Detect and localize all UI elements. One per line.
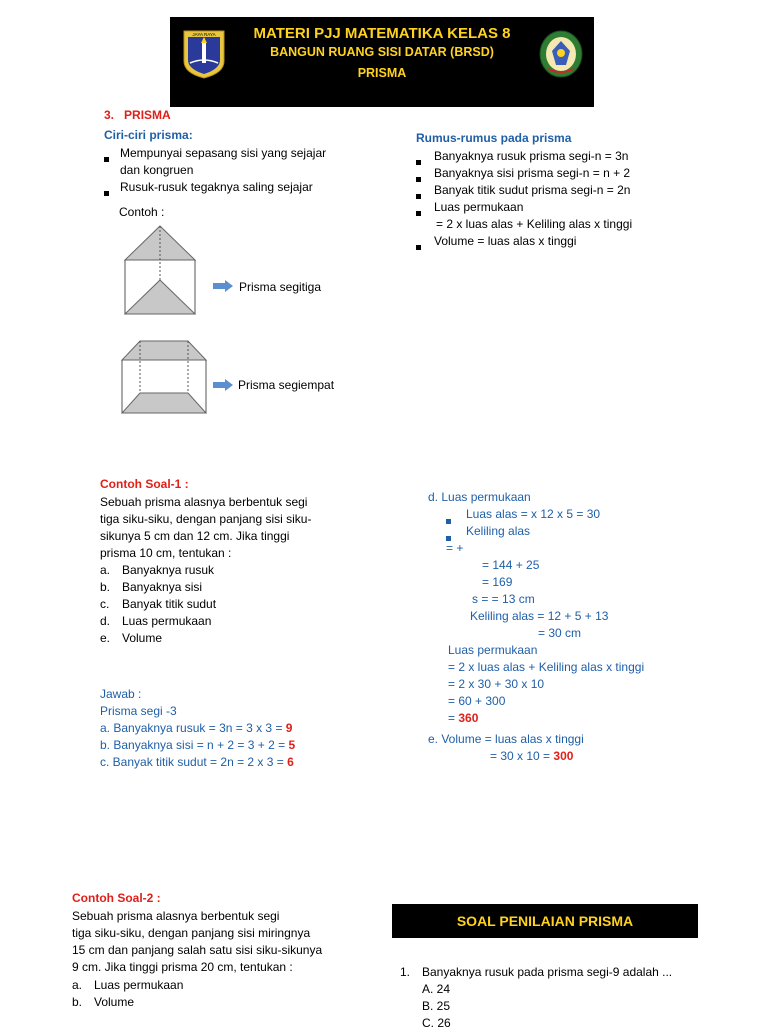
- list-item: a. Banyaknya rusuk: [100, 563, 215, 577]
- list-item: Volume = luas alas x tinggi: [416, 233, 716, 250]
- list-item: c. Banyak titik sudut: [100, 597, 217, 611]
- jawab-heading: Jawab :: [100, 687, 142, 701]
- list-item: b. Volume: [72, 995, 135, 1009]
- page-subtitle: BANGUN RUANG SISI DATAR (BRSD): [270, 45, 494, 59]
- list-item: e. Volume: [100, 631, 163, 645]
- page-title: MATERI PJJ MATEMATIKA KELAS 8: [253, 25, 511, 42]
- ciri-list: [104, 145, 364, 196]
- arrow-right-icon: [213, 379, 233, 394]
- question-1: 1. Banyaknya rusuk pada prisma segi-9 adalah ... A. 24 B. 25 C. 26: [400, 964, 740, 1032]
- rectangular-prism-figure: [118, 338, 210, 421]
- svg-text:JAYA RAYA: JAYA RAYA: [192, 32, 216, 37]
- header-banner: [170, 17, 594, 107]
- rumus-heading: Rumus-rumus pada prisma: [416, 131, 572, 145]
- soal2-text: Sebuah prisma alasnya berbentuk segi tiga siku-siku, dengan panjang sisi miringnya 15 cm dan panjang salah satu sisi siku-sikunya 9 cm. Jika tinggi prisma 20 cm, tentukan :: [72, 909, 323, 974]
- label-prisma-segiempat: Prisma segiempat: [238, 378, 335, 392]
- list-item: Banyak titik sudut prisma segi-n = 2n: [416, 182, 716, 199]
- list-item: Mempunyai sepasang sisi yang sejajar dan kongruen: [104, 145, 364, 179]
- jawab-block: Jawab : Prisma segi -3 a. Banyaknya rusuk = 3n = 3 x 3 = 9 b. Banyaknya sisi = n + 2 = 3 + 2 = 5 c. Banyak titik sudut = 2n = 2 x 3 = 6: [100, 686, 360, 771]
- list-item: b. Banyaknya sisi: [100, 580, 203, 594]
- option-b: B. 25: [422, 999, 451, 1013]
- soal1-text: Sebuah prisma alasnya berbentuk segi tiga siku-siku, dengan panjang sisi siku- sikunya 5 cm dan 12 cm. Jika tinggi prisma 10 cm, tentukan :: [100, 495, 312, 560]
- soal1-heading: Contoh Soal-1 :: [100, 477, 189, 491]
- soal1-options: [100, 562, 350, 647]
- school-logo-icon: [538, 29, 582, 79]
- list-item: d. Luas permukaan: [100, 614, 212, 628]
- soal-penilaian-banner: SOAL PENILAIAN PRISMA: [392, 904, 698, 938]
- arrow-right-icon: [213, 280, 233, 295]
- list-item: Banyaknya rusuk prisma segi-n = 3n: [416, 148, 716, 165]
- contoh-label: Contoh :: [119, 205, 165, 219]
- option-a: A. 24: [422, 982, 451, 996]
- option-c: C. 26: [422, 1016, 451, 1030]
- triangular-prism-figure: [120, 222, 200, 323]
- section-title: 3. PRISMA: [104, 108, 171, 122]
- rumus-list: [416, 148, 716, 250]
- list-item: a. Luas permukaan: [72, 978, 184, 992]
- solution-e: e. Volume = luas alas x tinggi = 30 x 10 = 300: [428, 732, 584, 763]
- list-item: Rusuk-rusuk tegaknya saling sejajar: [104, 179, 364, 196]
- soal2-options: [72, 977, 372, 1011]
- soal2-heading: Contoh Soal-2 :: [72, 891, 161, 905]
- solution-d: d. Luas permukaan Luas alas = x 12 x 5 = 30 Keliling alas = + = 144 + 25 = 169 s = = 13 cm Keliling alas = 12 + 5 + 13 = 30 cm Luas permukaan = 2 x luas alas + Keliling alas x tinggi = 2 x 30 + 30 x 10 = 60 + 300 = 360: [428, 490, 645, 725]
- label-prisma-segitiga: Prisma segitiga: [239, 280, 322, 294]
- list-item: Luas permukaan = 2 x luas alas + Keliling alas x tinggi: [416, 199, 716, 233]
- list-item: Banyaknya sisi prisma segi-n = n + 2: [416, 165, 716, 182]
- page-topic: PRISMA: [357, 66, 407, 80]
- ciri-heading: Ciri-ciri prisma:: [104, 128, 193, 142]
